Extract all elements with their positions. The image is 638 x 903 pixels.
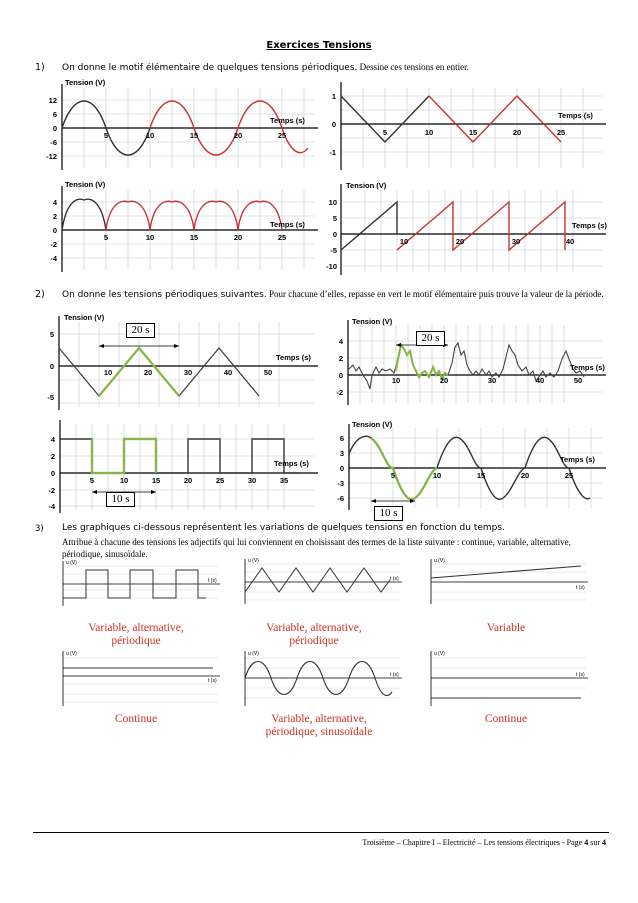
q1-g4-xtick: 40 bbox=[565, 237, 575, 246]
q1-g2-ytick: 0 bbox=[331, 120, 336, 129]
q1-graph-2 bbox=[326, 78, 611, 170]
q1-g3-ytick: -4 bbox=[50, 254, 57, 263]
q2-g1-xtick: 30 bbox=[183, 368, 193, 377]
q2-graph-4 bbox=[326, 418, 611, 510]
q1-g1-ytick: -12 bbox=[46, 152, 57, 161]
q1-g4-xtick: 30 bbox=[511, 237, 521, 246]
q2-g4-period: 10 s bbox=[374, 506, 403, 521]
footer-prefix: Troisième – Chapitre I – Electricité – Les tensions électriques - Page bbox=[362, 838, 585, 847]
q2-g4-xtick: 15 bbox=[476, 471, 486, 480]
q2-graph-2 bbox=[326, 315, 611, 405]
q2-g1-xtick: 10 bbox=[103, 368, 113, 377]
q1-g1-xtick: 25 bbox=[277, 131, 287, 140]
q3-answer-3: Variable bbox=[486, 622, 526, 634]
q1-graph-1 bbox=[38, 78, 323, 170]
q2-g2-ytick: 4 bbox=[338, 337, 343, 346]
q2-g2-xtick: 50 bbox=[573, 376, 583, 385]
q2-g2-y-label: Tension (V) bbox=[352, 317, 393, 326]
q2-g3-xtick: 35 bbox=[279, 476, 289, 485]
q2-g3-ytick: 0 bbox=[50, 469, 55, 478]
q3-g2-x-label: t (s) bbox=[390, 576, 399, 582]
q2-g1-x-label: Temps (s) bbox=[276, 353, 311, 362]
q1-g2-ytick: -1 bbox=[329, 148, 336, 157]
q2-g2-ytick: 0 bbox=[338, 371, 343, 380]
q1-graph-4 bbox=[326, 180, 611, 275]
q3-answer-4: Continue bbox=[114, 713, 158, 725]
q3-graph-5 bbox=[240, 648, 405, 708]
q1-g4-ytick: -5 bbox=[330, 246, 337, 255]
question-3-sub: Attribue à chacune des tensions les adjectifs qui lui conviennent en choisissant des termes de la liste suivante : continue, variable, alternative, périodique, sinusoïdale. bbox=[62, 537, 571, 559]
q2-g2-xtick: 10 bbox=[391, 376, 401, 385]
q2-g3-x-label: Temps (s) bbox=[274, 459, 309, 468]
question-1-number: 1) bbox=[35, 62, 45, 73]
q2-g4-xtick: 25 bbox=[564, 471, 574, 480]
q1-g4-ytick: 5 bbox=[332, 214, 337, 223]
q2-g1-xtick: 20 bbox=[143, 368, 153, 377]
q3-g3-x-label: t (s) bbox=[576, 585, 585, 591]
q2-g2-xtick: 20 bbox=[439, 376, 449, 385]
q3-g6-y-label: u (V) bbox=[434, 651, 445, 657]
q2-g2-x-label: Temps (s) bbox=[570, 363, 605, 372]
q2-g3-xtick: 30 bbox=[247, 476, 257, 485]
q2-g1-y-label: Tension (V) bbox=[64, 313, 105, 322]
q1-g3-xtick: 25 bbox=[277, 233, 287, 242]
q2-g3-xtick: 10 bbox=[119, 476, 129, 485]
q2-g4-ytick: 3 bbox=[339, 449, 344, 458]
q1-g1-x-label: Temps (s) bbox=[270, 116, 305, 125]
q2-g3-xtick: 20 bbox=[183, 476, 193, 485]
q3-graph-2 bbox=[240, 556, 405, 606]
q3-graph-6 bbox=[426, 648, 591, 706]
q1-g4-xtick: 20 bbox=[455, 237, 465, 246]
q1-g3-xtick: 10 bbox=[145, 233, 155, 242]
q1-g1-y-label: Tension (V) bbox=[65, 78, 106, 87]
page-footer bbox=[362, 838, 606, 847]
q1-g2-xtick: 15 bbox=[468, 128, 478, 137]
q3-answer-2: Variable, alternative, périodique bbox=[266, 622, 362, 647]
q3-g4-y-label: u (V) bbox=[66, 651, 77, 657]
q2-g1-period: 20 s bbox=[126, 323, 155, 338]
q2-g3-ytick: 4 bbox=[50, 435, 55, 444]
q2-g1-xtick: 50 bbox=[263, 368, 273, 377]
q2-g2-period: 20 s bbox=[416, 331, 445, 346]
q1-g2-xtick: 20 bbox=[512, 128, 522, 137]
q3-graph-4 bbox=[58, 648, 223, 706]
question-2-number: 2) bbox=[35, 289, 45, 300]
q1-g2-ytick: 1 bbox=[331, 92, 336, 101]
q1-g1-ytick: -6 bbox=[50, 138, 57, 147]
q1-g1-xtick: 5 bbox=[103, 131, 109, 140]
q2-g4-ytick: 0 bbox=[339, 464, 344, 473]
q2-graph-1 bbox=[38, 312, 323, 410]
q1-g4-ytick: 0 bbox=[332, 230, 337, 239]
q1-g4-y-label: Tension (V) bbox=[346, 181, 387, 190]
q3-g3-y-label: u (V) bbox=[434, 558, 445, 564]
q2-g2-xtick: 30 bbox=[487, 376, 497, 385]
question-1-lead: On donne le motif élémentaire de quelques tensions périodiques. bbox=[62, 63, 358, 73]
q1-g4-ytick: 10 bbox=[328, 198, 337, 207]
q2-g4-ytick: -6 bbox=[337, 494, 344, 503]
q2-g2-ytick: 2 bbox=[338, 354, 343, 363]
q3-graph-1 bbox=[58, 558, 223, 608]
q2-g4-ytick: -3 bbox=[337, 479, 344, 488]
q2-g4-ytick: 6 bbox=[339, 434, 344, 443]
footer-total: 4 bbox=[602, 838, 606, 847]
q3-g5-y-label: u (V) bbox=[248, 651, 259, 657]
q2-g4-xtick: 5 bbox=[390, 471, 396, 480]
q2-g3-xtick: 25 bbox=[215, 476, 225, 485]
question-2-lead: On donne les tensions périodiques suivantes. bbox=[62, 290, 267, 300]
q1-g1-xtick: 15 bbox=[189, 131, 199, 140]
question-1-trail: Dessine ces tensions en entier. bbox=[357, 62, 469, 72]
q1-g2-xtick: 5 bbox=[382, 128, 388, 137]
q2-g3-ytick: -2 bbox=[48, 486, 55, 495]
q1-g4-ytick: -10 bbox=[326, 262, 337, 271]
q3-g6-x-label: t (s) bbox=[576, 672, 585, 678]
q2-g4-y-label: Tension (V) bbox=[352, 420, 393, 429]
q2-g1-ytick: 5 bbox=[49, 330, 54, 339]
q1-graph-3 bbox=[38, 180, 323, 272]
q2-g3-ytick: -4 bbox=[48, 502, 55, 511]
q2-g1-ytick: -5 bbox=[47, 393, 54, 402]
page-title: Exercices Tensions bbox=[266, 40, 372, 51]
q2-g3-xtick: 5 bbox=[89, 476, 95, 485]
question-3-lead: Les graphiques ci-dessous représentent les variations de quelques tensions en fonction du temps. bbox=[62, 523, 505, 533]
question-2-trail: Pour chacune d’elles, repasse en vert le motif élémentaire puis trouve la valeur de la période. bbox=[266, 289, 604, 299]
q1-g3-y-label: Tension (V) bbox=[65, 180, 106, 189]
q2-g4-xtick: 10 bbox=[432, 471, 442, 480]
q1-g3-x-label: Temps (s) bbox=[270, 220, 305, 229]
q1-g3-ytick: 4 bbox=[52, 198, 57, 207]
q2-g1-xtick: 40 bbox=[223, 368, 233, 377]
q3-g4-x-label: t (s) bbox=[208, 678, 217, 684]
q2-graph-3 bbox=[38, 418, 323, 513]
q1-g3-xtick: 20 bbox=[233, 233, 243, 242]
question-3-number: 3) bbox=[35, 524, 44, 534]
q1-g4-x-label: Temps (s) bbox=[572, 221, 607, 230]
q3-g5-x-label: t (s) bbox=[390, 672, 399, 678]
q1-g1-ytick: 0 bbox=[52, 124, 57, 133]
q2-g4-x-label: Temps (s) bbox=[560, 455, 595, 464]
q1-g2-xtick: 10 bbox=[424, 128, 434, 137]
footer-page: 4 bbox=[584, 838, 589, 847]
q3-answer-1: Variable, alternative, périodique bbox=[88, 622, 184, 647]
question-2-text bbox=[62, 288, 622, 301]
q1-g2-x-label: Temps (s) bbox=[558, 111, 593, 120]
question-1-text bbox=[62, 61, 622, 74]
q3-g1-y-label: u (V) bbox=[66, 560, 77, 566]
q1-g3-ytick: -2 bbox=[50, 240, 57, 249]
q2-g4-xtick: 20 bbox=[520, 471, 530, 480]
q2-g1-ytick: 0 bbox=[49, 362, 54, 371]
q1-g3-ytick: 2 bbox=[52, 212, 57, 221]
q2-g2-xtick: 40 bbox=[535, 376, 545, 385]
q1-g3-xtick: 15 bbox=[189, 233, 199, 242]
q1-g1-xtick: 20 bbox=[233, 131, 243, 140]
q3-g1-x-label: t (s) bbox=[208, 578, 217, 584]
q1-g3-ytick: 0 bbox=[52, 226, 57, 235]
q2-g2-ytick: -2 bbox=[336, 388, 343, 397]
q3-answer-5: Variable, alternative, périodique, sinusoïdale bbox=[265, 713, 373, 738]
q1-g3-xtick: 5 bbox=[103, 233, 109, 242]
q2-g3-ytick: 2 bbox=[50, 452, 55, 461]
footer-mid: sur bbox=[588, 838, 602, 847]
q2-g3-period: 10 s bbox=[106, 492, 135, 507]
q1-g1-ytick: 12 bbox=[48, 96, 57, 105]
q1-g4-xtick: 10 bbox=[399, 237, 409, 246]
footer-rule bbox=[33, 832, 609, 833]
q1-g1-xtick: 10 bbox=[145, 131, 155, 140]
q3-answer-6: Continue bbox=[484, 713, 528, 725]
q1-g2-xtick: 25 bbox=[556, 128, 566, 137]
q3-graph-3 bbox=[426, 556, 591, 606]
q3-g2-y-label: u (V) bbox=[248, 558, 259, 564]
q2-g3-xtick: 15 bbox=[151, 476, 161, 485]
q1-g1-ytick: 6 bbox=[52, 110, 57, 119]
